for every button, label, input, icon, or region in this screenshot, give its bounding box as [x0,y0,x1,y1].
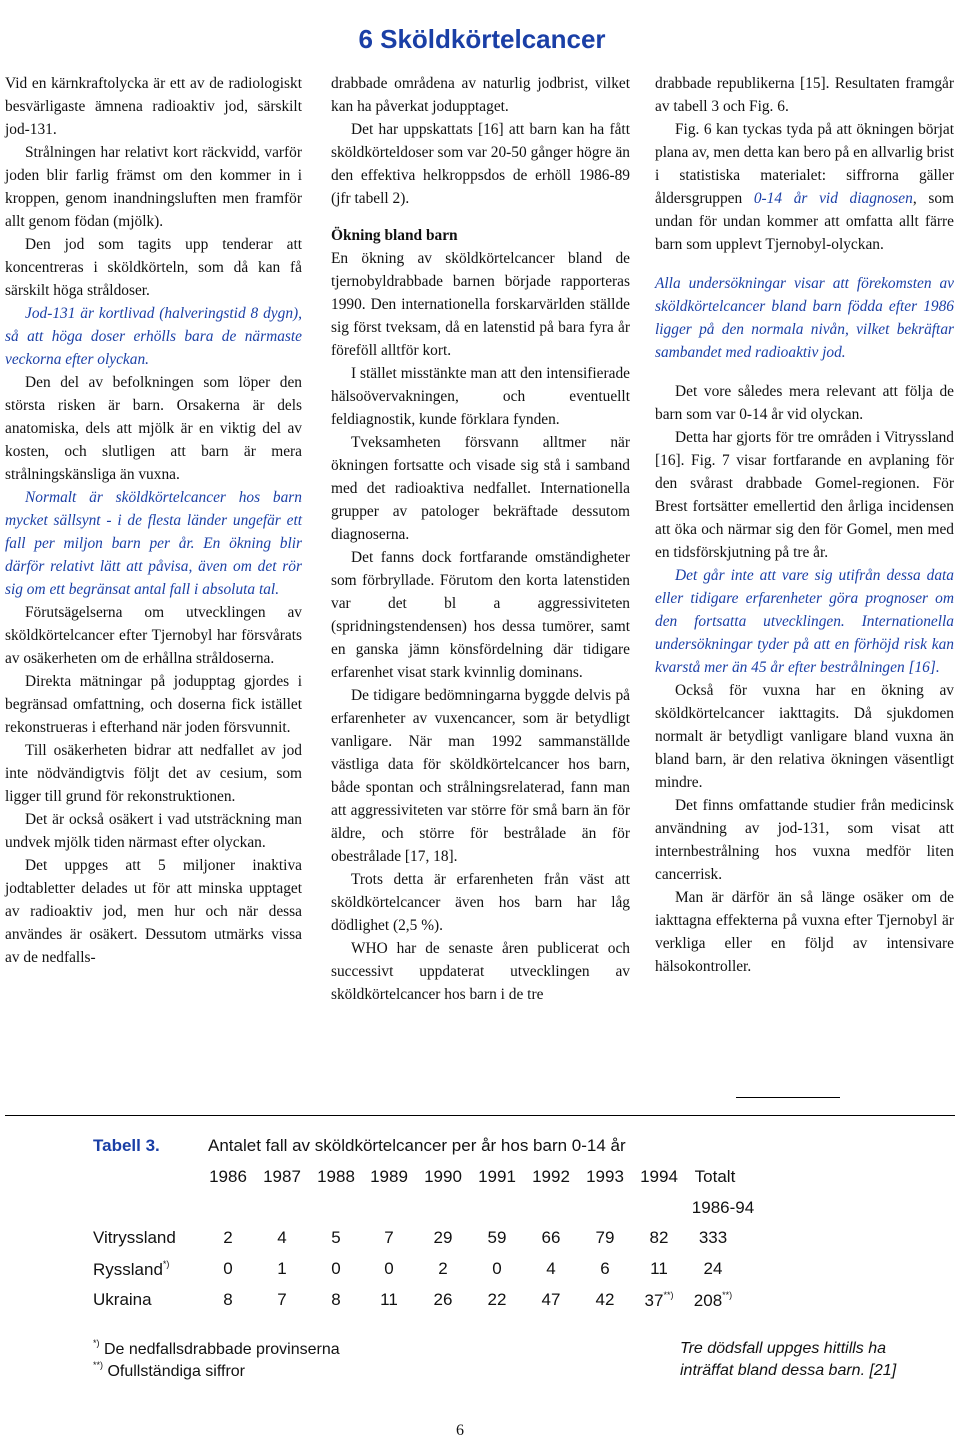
table-year-header: 1988 [317,1167,355,1186]
paragraph: Direkta mätningar på jodupptag gjordes i begränsad omfattning, och doserna fick istället rekonstrueras i efterhand när joden försvunnit. [5,673,302,736]
paragraph: Förutsägelserna om utvecklingen av sköldkörtelcancer efter Tjernobyl har försvårats av osäkerheten om de erhållna stråldoserna. [5,604,302,667]
table-year-header: 1991 [478,1167,516,1186]
paragraph: Fig. 6 kan tyckas tyda på att ökningen börjat plana av, men detta kan bero på en allvarlig brist i statistiska materialet: siffrorna gäller åldersgruppen 0-14 år vid diagnosen, som undan för undan kommer att omfatta allt färre barn som upplevt Tjernobyl-olyckan. [655,121,955,253]
italic-paragraph: Jod-131 är kortlivad (halveringstid 8 dygn), så att höga doser erhölls bara de närmaste veckorna efter olyckan. [5,305,302,368]
column-1 [5,72,302,969]
table-cell: 7 [384,1228,394,1247]
table-year-header: 1990 [424,1167,462,1186]
table-row-label: Ryssland*) [93,1259,170,1279]
paragraph: Det är också osäkert i vad utsträckning man undvek mjölk tiden närmast efter olyckan. [5,811,302,851]
table-cell: 47 [541,1290,561,1309]
table-cell: 26 [433,1290,453,1309]
table-cell: 29 [433,1228,453,1247]
table-cell: 2 [223,1228,233,1247]
table-cell: 11 [650,1259,668,1278]
paragraph: De tidigare bedömningarna byggde delvis på erfarenheter av vuxencancer, som är betydligt vanligare. När man 1992 sammanställde västliga data för sköldkörtelcancer hos barn, både spontan och strålningsrelaterad, fann man att aggressiviteten var större för små barn än för äldre, och större för bestrålade än för obestrålade [17, 18]. [331,687,630,865]
table-cell: 7 [277,1290,287,1309]
paragraph: Den del av befolkningen som löper den största risken är barn. Orsakerna är dels anatomiska, dels att mjölk är en viktig del av kosten, och slutligen att barn är mera strålningskänsliga än vuxna. [5,374,302,483]
paragraph: Det finns omfattande studier från medicinsk användning av jod-131, som visat att internbestrålning hos vuxna medför liten cancerrisk. [655,797,954,883]
table-cell: 0 [331,1259,341,1278]
footnote-2: **) Ofullständiga siffror [93,1360,246,1380]
table-cell: 22 [487,1290,507,1309]
table-year-header: 1987 [263,1167,301,1186]
table-cell: 1 [277,1259,287,1278]
italic-paragraph: Normalt är sköldkörtelcancer hos barn mycket sällsynt - i de flesta länder ungefär ett fall per miljon barn per år. En ökning blir därför relativt lätt att påvisa, även om det rör sig om ett begränsat antal fall i absoluta tal. [5,489,302,598]
table-row-label: Ukraina [93,1290,152,1309]
table-total-cell: 24 [703,1259,723,1278]
column-2 [331,72,630,1006]
table-cell: 4 [277,1228,287,1247]
table-year-header: 1993 [586,1167,624,1186]
table-title: Antalet fall av sköldkörtelcancer per år hos barn 0-14 år [208,1136,626,1155]
table-total-range: 1986-94 [691,1198,755,1217]
table-cell: 8 [331,1290,341,1309]
paragraph: Vid en kärnkraftolycka är ett av de radiologiskt besvärligaste ämnena radioaktiv jod, särskilt jod-131. [5,75,302,138]
table-cell: 11 [380,1290,398,1309]
paragraph: Tveksamheten försvann alltmer när ökningen fortsatte och visade sig stå i samband med det radioaktiva nedfallet. Internationella grupper av patologer bekräftade dessutom diagnoserna. [331,434,630,543]
footnote-1: *) De nedfallsdrabbade provinserna [93,1338,340,1358]
paragraph: Strålningen har relativt kort räckvidd, varför joden blir farlig främst om den kommer in i kroppen, genom inandningsluften men framför allt genom födan (mjölk). [5,144,302,230]
table-cell: 37**) [644,1290,674,1310]
end-rule [736,1097,840,1098]
paragraph: I stället misstänkte man att den intensifierade hälsoövervakningen, och eventuellt feldiagnostik, kunde förklara fynden. [331,365,630,428]
table-cell: 0 [492,1259,502,1278]
italic-paragraph: Det går inte att vare sig utifrån dessa data eller tidigare erfarenheter göra prognoser om den fortsatta utvecklingen. Internationella undersökningar tyder på att en förhöjd risk kan kvarstå mer än 45 år efter bestrålningen [16]. [655,567,954,676]
paragraph: drabbade områdena av naturlig jodbrist, vilket kan ha påverkat jodupptaget. [331,75,630,115]
paragraph: Också för vuxna har en ökning av sköldkörtelcancer iakttagits. Då sjukdomen normalt är betydligt vanligare bland vuxna än bland barn, är den relativa ökningen väsentligt mindre. [655,682,954,791]
table-caption [93,1136,626,1156]
table-cell: 79 [595,1228,615,1247]
table-total-cell: 333 [698,1228,728,1247]
table-total-cell: 208**) [693,1290,733,1310]
table-cell: 66 [541,1228,561,1247]
paragraph: Det uppges att 5 miljoner inaktiva jodtabletter delades ut för att minska upptaget av radioaktiv jod, men hur och när dessa användes är osäkert. Dessutom utmärks vissa av de nedfalls- [5,857,302,966]
paragraph: Detta har gjorts för tre områden i Vitryssland [16]. Fig. 7 visar fortfarande en avplaning för den svårast drabbade Gomel-regionen. För Brest fortsätter emellertid den årliga incidensen att öka och närmar sig den för Gomel, men med en tidsförskjutning på tre år. [655,429,954,561]
table-row-label: Vitryssland [93,1228,176,1247]
paragraph: Det har uppskattats [16] att barn kan ha fått sköldkörteldoser som var 20-50 gånger högre än den effektiva helkroppsdos de erhöll 1986-89 (jfr tabell 2). [331,121,630,207]
paragraph: Man är därför än så länge osäker om de iakttagna effekterna på vuxna efter Tjernobyl är verkliga eller en följd av intensivare hälsokontroller. [655,889,954,975]
table-cell: 5 [331,1228,341,1247]
paragraph: drabbade republikerna [15]. Resultaten framgår av tabell 3 och Fig. 6. [655,75,954,115]
page-number: 6 [456,1422,464,1439]
table-cell: 59 [487,1228,507,1247]
section-heading: Ökning bland barn [331,227,458,244]
table-cell: 42 [595,1290,615,1309]
paragraph: Det vore således mera relevant att följa de barn som var 0-14 år vid olyckan. [655,383,954,423]
paragraph: Trots detta är erfarenheten från väst att sköldkörtelcancer även hos barn har låg dödlighet (2,5 %). [331,871,630,934]
table-cell: 2 [438,1259,448,1278]
table-year-header: 1989 [370,1167,408,1186]
table-cell: 0 [384,1259,394,1278]
paragraph: Till osäkerheten bidrar att nedfallet av jod inte nödvändigtvis följt det av cesium, som ligger till grund för rekonstruktionen. [5,742,302,805]
table-cell: 8 [223,1290,233,1309]
divider [5,1115,955,1116]
table-cell: 6 [600,1259,610,1278]
page-title: 6 Sköldkörtelcancer [358,24,606,54]
italic-paragraph: Alla undersökningar visar att förekomsten av sköldkörtelcancer bland barn födda efter 1986 ligger på den normala nivån, vilket bekräftar sambandet med radioaktiv jod. [655,275,954,361]
table-cell: 82 [649,1228,669,1247]
table-year-header: 1986 [209,1167,247,1186]
table-total-header: Totalt [694,1167,736,1186]
paragraph: En ökning av sköldkörtelcancer bland de tjernobyldrabbade barnen började rapporteras 1990. Den internationella forskarvärlden ställde sig först tveksam, då en latenstid på bara fyra år föreföll alltför kort. [331,250,630,359]
table-label: Tabell 3. [93,1136,160,1155]
table-year-header: 1994 [640,1167,678,1186]
column-3 [655,72,954,978]
paragraph: WHO har de senaste åren publicerat och successivt uppdaterat utvecklingen av sköldkörtelcancer hos barn i de tre [331,940,630,1003]
table-year-header: 1992 [532,1167,570,1186]
side-note: Tre dödsfall uppges hittills ha inträffat bland dessa barn. [21] [680,1340,897,1379]
paragraph: Det fanns dock fortfarande omständigheter som förbryllade. Förutom den korta latenstiden var det bl a aggressiviteten (spridningstendensen) hos dessa tumörer, samt en ganska jämn könsfördelning där tidigare erfarenhet visat stark kvinnlig dominans. [331,549,630,681]
table-cell: 4 [546,1259,556,1278]
table-cell: 0 [223,1259,233,1278]
paragraph: Den jod som tagits upp tenderar att koncentreras i sköldkörteln, som då kan få särskilt höga stråldoser. [5,236,302,299]
